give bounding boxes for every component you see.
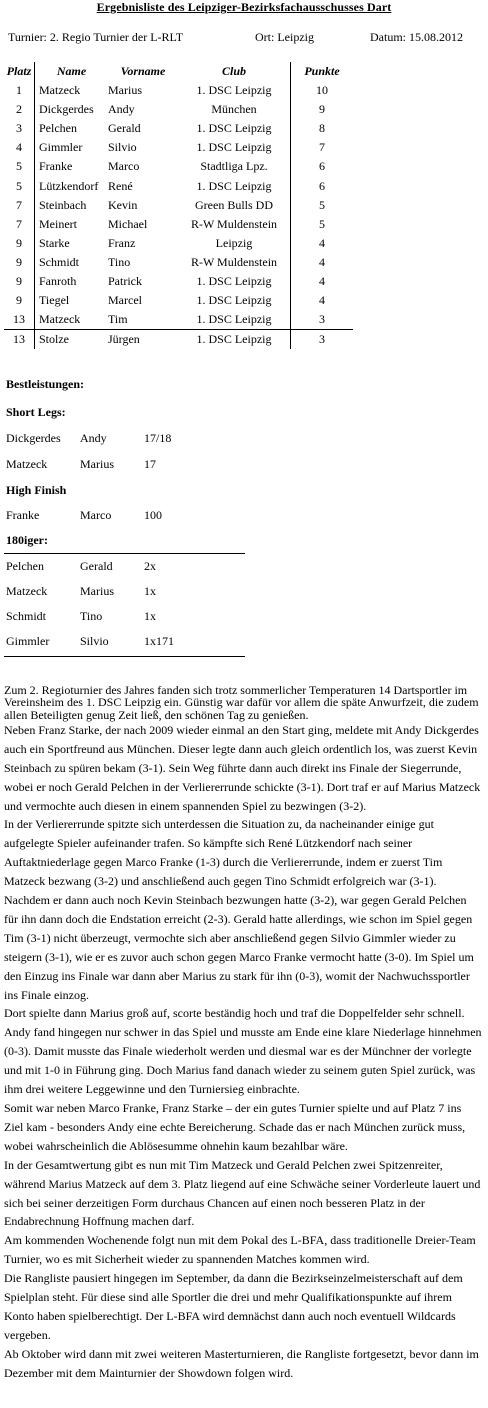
results-header-row bbox=[4, 62, 353, 81]
results-row bbox=[4, 215, 353, 234]
result-club: 1. DSC Leipzig bbox=[196, 312, 272, 327]
report-paragraph: Die Rangliste pausiert hingegen im September, da dann die Bezirkseinzelmeisterschaft auf dem Spielplan steht. Für diese sind alle Sportler die drei und mehr Qualifikationspunkte auf ihrem Konto haben spielberechtigt. Der L-BFA wird demnächst dann auch noch eventuell Wildcards vergeben. bbox=[4, 1271, 463, 1342]
results-row bbox=[4, 272, 353, 291]
document-title: Ergebnisliste des Leipziger-Bezirksfachausschusses Dart bbox=[96, 0, 392, 14]
results-row bbox=[4, 119, 353, 138]
one80-bottom-rule bbox=[4, 656, 245, 657]
report-paragraph: Neben Franz Starke, der nach 2009 wieder einmal an den Start ging, meldete mit Andy Dickgerdes auch ein Sportfreund aus München. Dieser legte dann auch gleich ordentlich los, was zuerst Kevin Steinbach zu spüren bekam (3-1). Sein Weg führte dann auch direkt ins Finale der Siegerrunde, wobei er noch Gerald Pelchen in der Verliererrunde schickte (3-1). Dort traf er auf Marius Matzeck und vermochte auch diesen in einem spannenden Spiel zu bezwingen (3-2). bbox=[4, 722, 481, 813]
result-club: München bbox=[211, 102, 257, 117]
result-platz: 13 bbox=[4, 330, 35, 350]
result-platz: 13 bbox=[4, 310, 35, 330]
result-punkte: 6 bbox=[291, 157, 354, 176]
short-legs-name: Dickgerdes bbox=[6, 431, 61, 445]
header-platz: Platz bbox=[4, 62, 35, 81]
result-punkte: 6 bbox=[291, 177, 354, 196]
results-row bbox=[4, 291, 353, 310]
short-legs-value: 17 bbox=[144, 457, 156, 471]
results-row bbox=[4, 310, 353, 330]
result-name: Pelchen bbox=[39, 121, 77, 136]
result-platz: 3 bbox=[4, 119, 35, 138]
one80-firstname: Silvio bbox=[80, 634, 109, 648]
result-vorname: Tim bbox=[108, 312, 128, 327]
result-punkte: 9 bbox=[291, 100, 354, 119]
result-vorname: Marius bbox=[108, 83, 142, 98]
result-vorname: Patrick bbox=[108, 274, 142, 289]
result-vorname: Silvio bbox=[108, 140, 137, 155]
result-platz: 2 bbox=[4, 100, 35, 119]
result-name: Dickgerdes bbox=[39, 102, 94, 117]
result-club: Stadtliga Lpz. bbox=[200, 159, 268, 174]
header-name: Name bbox=[56, 64, 87, 78]
report-paragraph: Somit war neben Marco Franke, Franz Starke – der ein gutes Turnier spielte und auf Platz 7 ins Ziel kam - besonders Andy eine echte Bereicherung. Schade das er nach München zurück muss, wobei wahrscheinlich die Ablösesumme ohnehin kaum bezahlbar wäre. bbox=[4, 1101, 466, 1153]
one80-name: Gimmler bbox=[6, 634, 50, 648]
report-paragraph: Zum 2. Regioturnier des Jahres fanden sich trotz sommerlicher Temperaturen 14 Dartsportler im Vereinsheim des 1. DSC Leipzig ein. Günstig war dafür vor allem die späte Anwurfzeit, die zudem allen Beteiligten genug Zeit ließ, den schönen Tag zu genießen. bbox=[4, 683, 479, 722]
high-finish-heading: High Finish bbox=[6, 483, 67, 497]
short-legs-name: Matzeck bbox=[6, 457, 48, 471]
result-platz: 9 bbox=[4, 234, 35, 253]
result-name: Lützkendorf bbox=[39, 178, 99, 193]
result-name: Franke bbox=[39, 159, 73, 174]
result-platz: 5 bbox=[4, 157, 35, 176]
result-punkte: 7 bbox=[291, 138, 354, 157]
result-name: Gimmler bbox=[39, 140, 83, 155]
report-paragraph: Am kommenden Wochenende folgt nun mit dem Pokal des L-BFA, dass traditionelle Dreier-Team Turnier, wo es mit Sicherheit wieder zu spannenden Matches kommen wird. bbox=[4, 1233, 476, 1267]
result-club: 1. DSC Leipzig bbox=[196, 140, 272, 155]
short-legs-value: 17/18 bbox=[144, 431, 172, 445]
result-punkte: 4 bbox=[291, 291, 354, 310]
tournament-report bbox=[4, 684, 482, 1383]
result-name: Stolze bbox=[35, 330, 109, 350]
one80-name: Schmidt bbox=[6, 609, 47, 623]
high-finish-name: Franke bbox=[6, 508, 40, 522]
result-platz: 9 bbox=[4, 253, 35, 272]
result-club: 1. DSC Leipzig bbox=[196, 83, 272, 98]
one80-value: 1x bbox=[144, 584, 156, 598]
result-club: 1. DSC Leipzig bbox=[196, 274, 272, 289]
result-platz: 5 bbox=[4, 177, 35, 196]
result-club: 1. DSC Leipzig bbox=[196, 121, 272, 136]
result-name: Fanroth bbox=[39, 274, 77, 289]
high-finish-value: 100 bbox=[144, 508, 162, 522]
result-punkte: 5 bbox=[291, 196, 354, 215]
results-row bbox=[4, 81, 353, 100]
short-legs-firstname: Marius bbox=[80, 457, 114, 471]
results-row bbox=[4, 100, 353, 119]
tournament-location: Ort: Leipzig bbox=[255, 30, 314, 44]
result-punkte: 3 bbox=[291, 330, 354, 350]
result-punkte: 8 bbox=[291, 119, 354, 138]
report-paragraph: Dort spielte dann Marius groß auf, scorte beständig hoch und traf die Doppelfelder sehr schnell. Andy fand hingegen nur schwer in das Spiel und musste am Ende eine klare Niederlage hinnehmen (0-3). Damit musste das Finale wiederholt werden und diesmal war es der Münchner der vorlegte und mit 1-0 in Führung ging. Doch Marius fand danach wieder zu seinem guten Spiel zurück, was ihm drei weitere Leggewinne und den Turniersieg einbrachte. bbox=[4, 1006, 482, 1097]
one80-value: 1x171 bbox=[144, 634, 174, 648]
result-name: Steinbach bbox=[39, 197, 87, 212]
result-name: Matzeck bbox=[39, 83, 81, 98]
result-vorname: Michael bbox=[108, 216, 148, 231]
tournament-name: Turnier: 2. Regio Turnier der L-RLT bbox=[8, 30, 184, 44]
one80-heading: 180iger: bbox=[6, 533, 48, 547]
result-platz: 7 bbox=[4, 215, 35, 234]
result-punkte: 10 bbox=[291, 81, 354, 100]
result-punkte: 3 bbox=[291, 310, 354, 330]
short-legs-heading: Short Legs: bbox=[6, 405, 66, 419]
results-row bbox=[4, 177, 353, 196]
result-platz: 4 bbox=[4, 138, 35, 157]
result-punkte: 4 bbox=[291, 253, 354, 272]
result-club: 1. DSC Leipzig bbox=[178, 330, 291, 350]
result-name: Schmidt bbox=[39, 254, 80, 269]
high-finish-firstname: Marco bbox=[80, 508, 112, 522]
result-club: R-W Muldenstein bbox=[190, 254, 278, 269]
results-row bbox=[4, 157, 353, 176]
result-vorname: Jürgen bbox=[108, 330, 178, 350]
one80-firstname: Gerald bbox=[80, 559, 113, 573]
one80-firstname: Tino bbox=[80, 609, 103, 623]
results-table bbox=[4, 62, 353, 349]
result-punkte: 4 bbox=[291, 272, 354, 291]
results-row bbox=[4, 330, 353, 350]
result-name: Meinert bbox=[39, 216, 77, 231]
result-vorname: Marcel bbox=[108, 293, 142, 308]
result-club: Leipzig bbox=[215, 235, 253, 250]
one80-firstname: Marius bbox=[80, 584, 114, 598]
result-club: 1. DSC Leipzig bbox=[196, 293, 272, 308]
one80-top-rule bbox=[4, 553, 245, 554]
result-club: Green Bulls DD bbox=[195, 197, 273, 212]
result-vorname: Marco bbox=[108, 159, 140, 174]
result-vorname: Gerald bbox=[108, 121, 141, 136]
report-paragraph: Ab Oktober wird dann mit zwei weiteren Masterturnieren, die Rangliste fortgesetzt, bevor dann im Dezember mit dem Mainturnier der Showdown folgen wird. bbox=[4, 1346, 479, 1380]
result-vorname: Tino bbox=[108, 254, 131, 269]
one80-name: Pelchen bbox=[6, 559, 44, 573]
results-row bbox=[4, 253, 353, 272]
result-platz: 9 bbox=[4, 291, 35, 310]
results-body bbox=[4, 81, 353, 349]
result-punkte: 5 bbox=[291, 215, 354, 234]
one80-name: Matzeck bbox=[6, 584, 48, 598]
result-platz: 7 bbox=[4, 196, 35, 215]
report-paragraph: In der Gesamtwertung gibt es nun mit Tim Matzeck und Gerald Pelchen zwei Spitzenreiter, während Marius Matzeck auf dem 3. Platz liegend auf eine Schwäche seiner Vorderleute lauert und sich bei seiner derzeitigen Form durchaus Chancen auf einen noch besseren Platz in der Endabrechnung Hoffnung machen darf. bbox=[4, 1157, 481, 1229]
result-platz: 9 bbox=[4, 272, 35, 291]
one80-value: 1x bbox=[144, 609, 156, 623]
header-vorname: Vorname bbox=[120, 64, 166, 78]
header-club: Club bbox=[221, 64, 246, 78]
results-row bbox=[4, 196, 353, 215]
result-name: Matzeck bbox=[39, 312, 81, 327]
result-name: Tiegel bbox=[39, 293, 70, 308]
header-punkte: Punkte bbox=[291, 62, 354, 81]
tournament-date: Datum: 15.08.2012 bbox=[370, 30, 463, 44]
result-punkte: 4 bbox=[291, 234, 354, 253]
result-club: R-W Muldenstein bbox=[190, 216, 278, 231]
result-vorname: Franz bbox=[108, 235, 136, 250]
results-row bbox=[4, 138, 353, 157]
result-vorname: René bbox=[108, 178, 133, 193]
result-vorname: Kevin bbox=[108, 197, 138, 212]
results-row bbox=[4, 234, 353, 253]
result-name: Starke bbox=[39, 235, 70, 250]
result-vorname: Andy bbox=[108, 102, 135, 117]
result-club: 1. DSC Leipzig bbox=[196, 178, 272, 193]
one80-value: 2x bbox=[144, 559, 156, 573]
result-platz: 1 bbox=[4, 81, 35, 100]
short-legs-firstname: Andy bbox=[80, 431, 107, 445]
report-paragraph: In der Verliererrunde spitzte sich unterdessen die Situation zu, da nacheinander einige gut aufgelegte Spieler aufeinander trafen. So kämpfte sich René Lützkendorf nach seiner Auftaktniederlage gegen Marco Franke (1-3) durch die Verliererrunde, indem er zuerst Tim Matzeck bezwang (3-2) und anschließend auch gegen Tino Schmidt erfolgreich war (3-1). Nachdem er dann auch noch Kevin Steinbach bezwungen hatte (3-2), war gegen Gerald Pelchen für ihn dann doch die Endstation erreicht (2-3). Gerald hatte allerdings, wie schon im Spiel gegen Tim (3-1) nicht überzeugt, vermochte sich aber anschließend gegen Silvio Gimmler wieder zu steigern (3-1), wie er es zuvor auch schon gegen Marco Franke vermocht hatte (3-0). Im Spiel um den Einzug ins Finale war dann aber Marius zu stark für ihn (0-3), womit der Nachwuchssportler ins Finale einzog. bbox=[4, 817, 474, 1002]
best-performances-heading: Bestleistungen: bbox=[6, 377, 84, 391]
